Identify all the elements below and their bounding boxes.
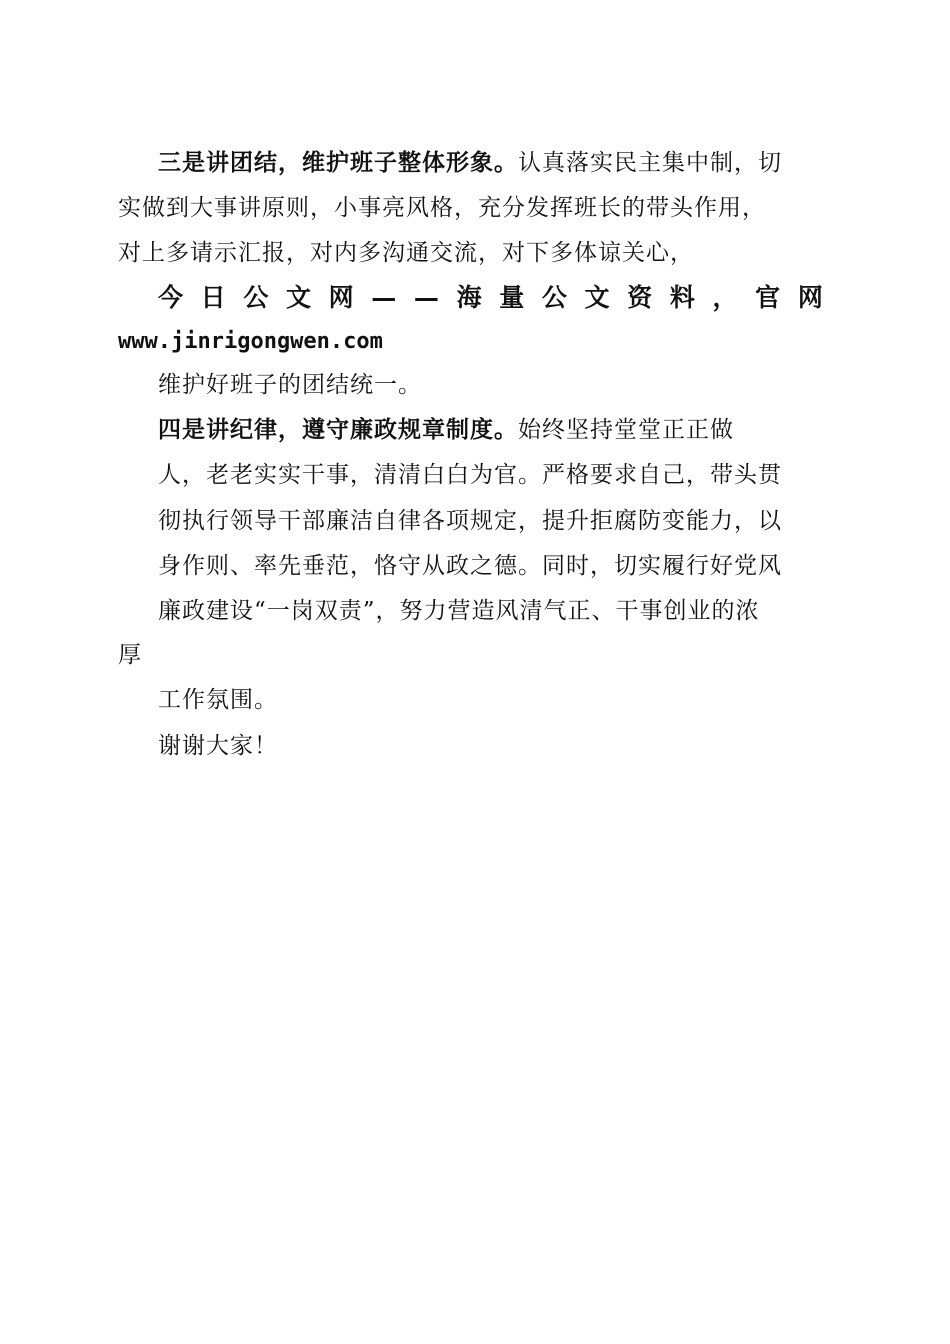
watermark-banner bbox=[158, 282, 823, 314]
banner-char: — bbox=[413, 283, 439, 312]
banner-char: — bbox=[371, 283, 397, 312]
banner-char: ， bbox=[712, 283, 738, 312]
paragraph-3-line-1-text: 认真落实民主集中制，切 bbox=[518, 150, 782, 176]
paragraph-4-lead: 四是讲纪律，遵守廉政规章制度。 bbox=[158, 416, 518, 443]
paragraph-4-line-6: 厚 bbox=[118, 642, 142, 668]
banner-char: 日 bbox=[200, 283, 226, 312]
paragraph-3-line-2: 实做到大事讲原则，小事亮风格，充分发挥班长的带头作用， bbox=[118, 195, 766, 221]
paragraph-4-line-4: 身作则、率先垂范，恪守从政之德。同时，切实履行好党风 bbox=[158, 553, 782, 579]
banner-char: 资 bbox=[627, 283, 653, 312]
paragraph-3-line-1 bbox=[158, 148, 823, 178]
banner-char: 网 bbox=[328, 283, 354, 312]
paragraph-4-line-3: 彻执行领导干部廉洁自律各项规定，提升拒腐防变能力，以 bbox=[158, 508, 782, 534]
paragraph-4-line-7: 工作氛围。 bbox=[158, 687, 278, 713]
paragraph-3-line-3: 对上多请示汇报，对内多沟通交流，对下多体谅关心， bbox=[118, 240, 694, 266]
watermark-url: www.jinrigongwen.com bbox=[118, 329, 383, 354]
paragraph-3-lead: 三是讲团结，维护班子整体形象。 bbox=[158, 149, 518, 176]
paragraph-3-ending: 维护好班子的团结统一。 bbox=[158, 372, 422, 398]
paragraph-4-line-5: 廉政建设“一岗双责”，努力营造风清气正、干事创业的浓 bbox=[158, 598, 760, 624]
banner-char: 公 bbox=[541, 283, 567, 312]
closing-thanks: 谢谢大家！ bbox=[158, 733, 278, 759]
paragraph-4-line-1 bbox=[158, 415, 734, 445]
banner-char: 官 bbox=[755, 283, 781, 312]
paragraph-4-line-1-text: 始终坚持堂堂正正做 bbox=[518, 417, 734, 443]
banner-char: 网 bbox=[797, 283, 823, 312]
banner-char: 文 bbox=[285, 283, 311, 312]
banner-char: 量 bbox=[499, 283, 525, 312]
banner-char: 料 bbox=[669, 283, 695, 312]
banner-char: 今 bbox=[158, 283, 184, 312]
banner-char: 公 bbox=[243, 283, 269, 312]
banner-char: 文 bbox=[584, 283, 610, 312]
paragraph-4-line-2: 人，老老实实干事，清清白白为官。严格要求自己，带头贯 bbox=[158, 462, 782, 488]
banner-char: 海 bbox=[456, 283, 482, 312]
